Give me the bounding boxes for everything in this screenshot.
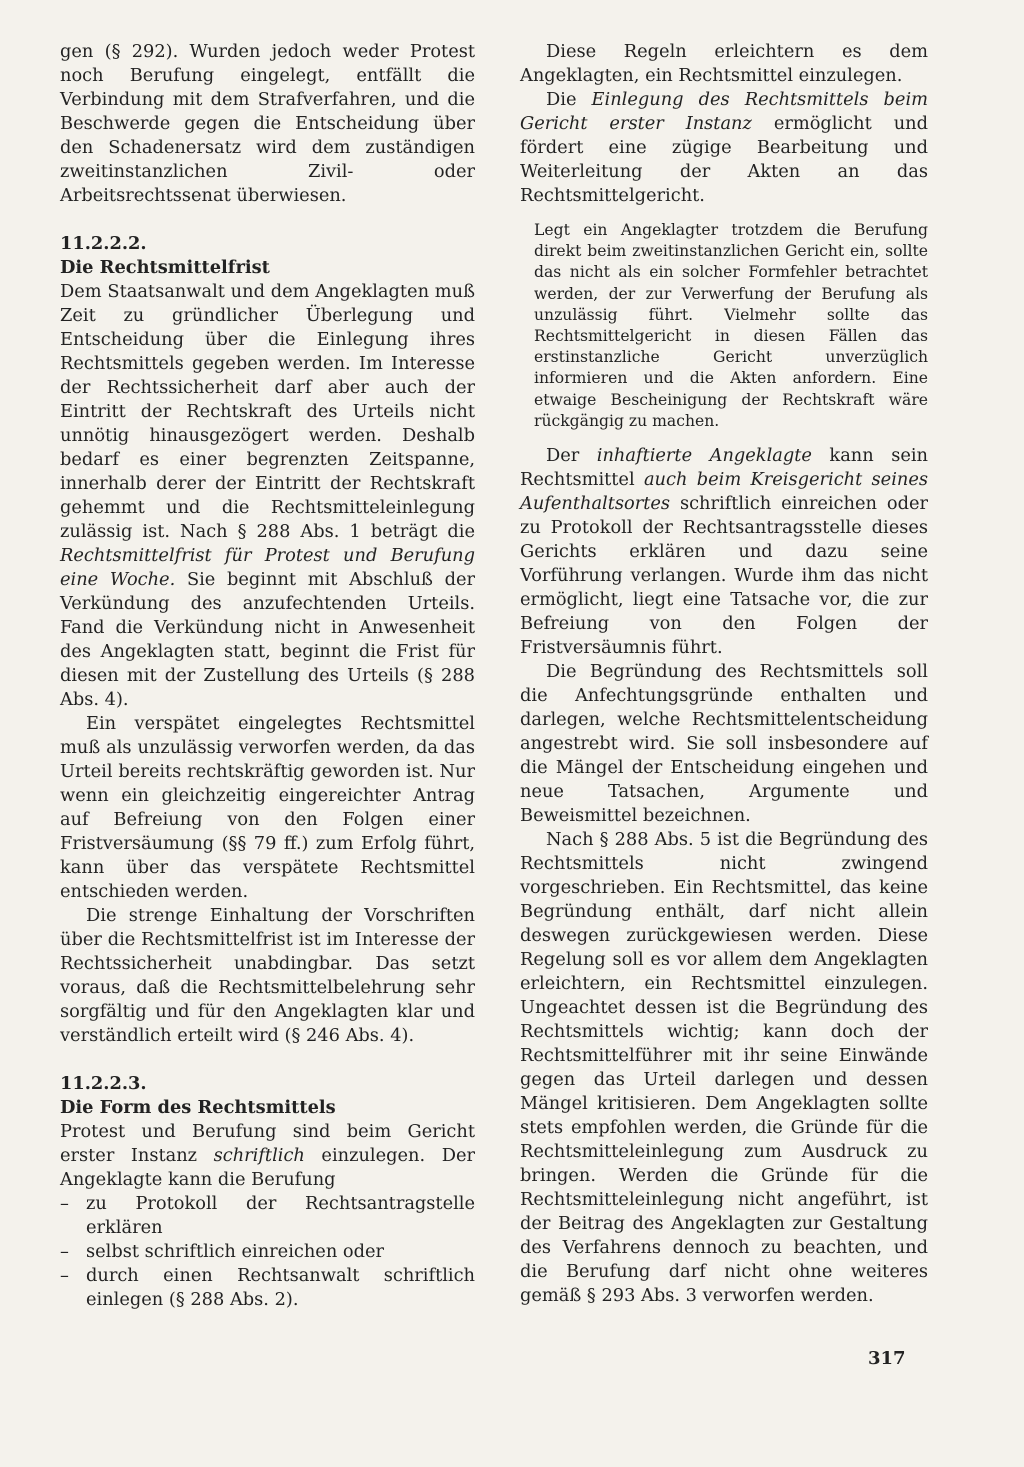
paragraph-einlegung: Die Einlegung des Rechtsmittels beim Gericht erster Instanz ermöglicht und fördert eine zügige Bearbeitung und Weiterleitung der Akten an das Rechtsmittelgericht. <box>520 89 929 206</box>
emphasis-inhaftiert: inhaftierte Angeklagte <box>596 445 812 467</box>
paragraph-paragraph-288: Nach § 288 Abs. 5 ist die Begründung des Rechtsmittels nicht zwingend vorgeschrieben. Ein Rechtsmittel, das keine Begründung enthält, darf nicht allein deswegen zurückgewiesen werden. Diese Regelung soll es vor allem dem Angeklagten erleichtern, ein Rechtsmittel einzulegen. Ungeachtet dessen ist die Begründung des Rechtsmittels wichtig; kann doch der Rechtsmittelführer mit ihr seine Einwände gegen das Urteil darlegen und dessen Mängel kritisieren. Dem Angeklagten sollte stets empfohlen werden, die Gründe für die Rechtsmitteleinlegung zum Ausdruck zu bringen. Werden die Gründe für die Rechtsmitteleinlegung nicht angeführt, ist der Beitrag des Angeklagten zur Gestaltung des Verfahrens dennoch zu beachten, und die Berufung darf nicht ohne weiteres gemäß § 293 Abs. 3 verworfen werden. <box>520 829 928 1307</box>
emphasis-kreisgericht: auch beim Kreisgericht seines Aufenthaltsortes <box>520 469 928 515</box>
emphasis-schriftlich: schriftlich <box>213 1145 305 1166</box>
paragraph-schadenersatz: gen (§ 292). Wurden jedoch weder Protest noch Berufung eingelegt, entfällt die Verbindung mit dem Strafverfahren, und die Beschwerde gegen die Entscheidung über den Schadenersatz wird dem zuständigen zweitinstanzlichen Zivil- oder Arbeitsrechtssenat überwiesen. <box>60 41 475 206</box>
list-item: – durch einen Rechtsanwalt schriftlich einlegen (§ 288 Abs. 2). <box>60 1264 475 1312</box>
list-item: – zu Protokoll der Rechtsantragstelle erklären <box>60 1192 475 1240</box>
paragraph-strenge-einhaltung: Die strenge Einhaltung der Vorschriften über die Rechtsmittelfrist ist im Interesse der Rechtssicherheit unabdingbar. Das setzt voraus, daß die Rechtsmittelbelehrung sehr sorgfältig und für den Angeklagten klar und verständlich erteilt wird (§ 246 Abs. 4). <box>60 905 475 1046</box>
paragraph-inhaftiert: Der inhaftierte Angeklagte kann sein Rechtsmittel auch beim Kreisgericht seines Aufenthaltsortes schriftlich einreichen oder zu Protokoll der Rechtsantragsstelle dieses Gerichts erklären und dazu seine Vorführung verlangen. Wurde ihm das nicht ermöglicht, liegt eine Tatsache vor, die zur Befreiung von den Folgen der Fristversäumnis führt. <box>520 445 929 659</box>
section-title-form: Die Form des Rechtsmittels <box>60 1097 336 1118</box>
right-column <box>520 40 928 1308</box>
section-number-11-2-2-3: 11.2.2.3. <box>60 1073 147 1094</box>
list-item: – selbst schriftlich einreichen oder <box>60 1240 475 1264</box>
section-title-rechtsmittelfrist: Die Rechtsmittelfrist <box>60 257 270 278</box>
left-column <box>60 40 475 1312</box>
paragraph-form: Protest und Berufung sind beim Gericht erster Instanz schriftlich einzulegen. Der Angeklagte kann die Berufung <box>60 1121 475 1190</box>
emphasis-frist: Rechtsmittelfrist für Protest und Berufung eine Woche. <box>60 545 475 590</box>
note-zweitinstanzlich: Legt ein Angeklagter trotzdem die Berufung direkt beim zweitinstanzlichen Gericht ein, sollte das nicht als ein solcher Formfehler betrachtet werden, der zur Verwerfung der Berufung als unzulässig führt. Vielmehr sollte das Rechtsmittelgericht in diesen Fällen das erstinstanzliche Gericht unverzüglich informieren und die Akten anfordern. Eine etwaige Bescheinigung der Rechtskraft wäre rückgängig zu machen. <box>534 221 928 430</box>
emphasis-einlegung: Einlegung des Rechtsmittels beim Gericht erster Instanz <box>520 89 929 134</box>
paragraph-begruendung: Die Begründung des Rechtsmittels soll die Anfechtungsgründe enthalten und darlegen, welche Rechtsmittelentscheidung angestrebt wird. Sie soll insbesondere auf die Mängel der Entscheidung eingehen und neue Tatsachen, Argumente und Beweismittel bezeichnen. <box>520 661 928 827</box>
paragraph-regeln: Diese Regeln erleichtern es dem Angeklagten, ein Rechtsmittel einzulegen. <box>520 41 928 86</box>
paragraph-verspaetet: Ein verspätet eingelegtes Rechtsmittel muß als unzulässig verworfen werden, da das Urteil bereits rechtskräftig geworden ist. Nur wenn ein gleichzeitig eingereichter Antrag auf Befreiung von den Folgen einer Fristversäumung (§§ 79 ff.) zum Erfolg führt, kann über das verspätete Rechtsmittel entschieden werden. <box>60 713 475 902</box>
paragraph-rechtsmittelfrist: Dem Staatsanwalt und dem Angeklagten muß Zeit zu gründlicher Überlegung und Entscheidung über die Einlegung ihres Rechtsmittels gegeben werden. Im Interesse der Rechtssicherheit darf aber auch der Eintritt der Rechtskraft des Urteils nicht unnötig hinausgezögert werden. Deshalb bedarf es einer begrenzten Zeitspanne, innerhalb derer der Eintritt der Rechtskraft gehemmt und die Rechtsmitteleinlegung zulässig ist. Nach § 288 Abs. 1 beträgt die Rechtsmittelfrist für Protest und Berufung eine Woche. Sie beginnt mit Abschluß der Verkündung des anzufechtenden Urteils. Fand die Verkündung nicht in Anwesenheit des Angeklagten statt, beginnt die Frist für diesen mit der Zustellung des Urteils (§ 288 Abs. 4). <box>60 281 475 710</box>
section-number-11-2-2-2: 11.2.2.2. <box>60 233 147 254</box>
berufung-list <box>60 1192 475 1312</box>
page-number: 317 <box>868 1348 906 1369</box>
